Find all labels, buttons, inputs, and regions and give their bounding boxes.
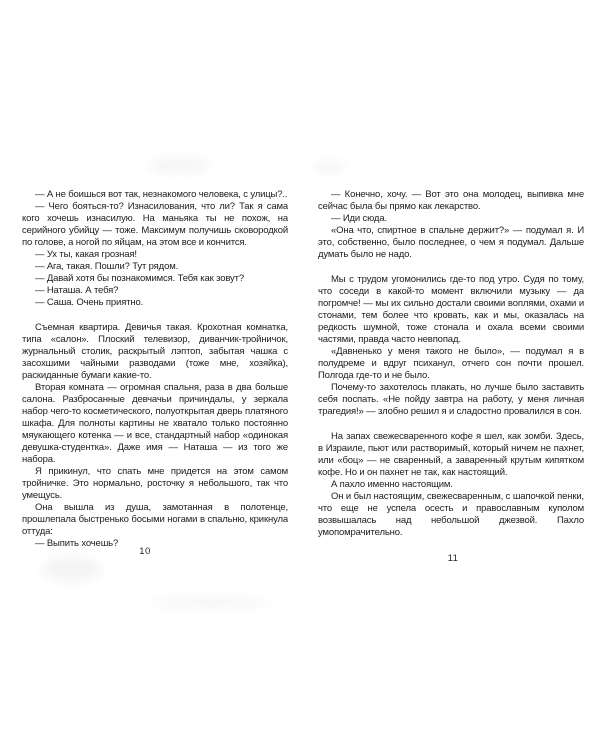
paragraph: — Чего бояться-то? Изнасилования, что ли? Так я сама кого хочешь изнасилую. На маньяка ты не похож, на серийного убийцу — тоже. Максимум получишь сковородкой по голове, а ногой по яйцам, на этом все и кончится. — [22, 201, 288, 248]
paragraph: Вторая комната — огромная спальня, раза в два больше салона. Разбросанные девчачьи причиндалы, у зеркала набор чего-то косметического, полуоткрытая дверь платяного шкафа. Для полноты картины не хватало только постоянно мяукающего котенка — и все, стандартный набор «одинокая девушка-студентка». Даже имя — Наташа — из того же набора. — [22, 382, 288, 465]
scan-artifact — [312, 162, 346, 172]
paragraph: — Конечно, хочу. — Вот это она молодец, выпивка мне сейчас была бы прямо как лекарство. — [318, 189, 584, 212]
scan-artifact — [42, 556, 102, 582]
paragraph: — Наташа. А тебя? — [35, 285, 119, 296]
scan-artifact — [150, 598, 270, 607]
paragraph: Мы с трудом угомонились где-то под утро. Судя по тому, что соседи в какой-то момент включили музыку — да погромче! — мы их сильно достали своими воплями, охами и стонами, тем более что кровать, как и мы, оказалась на редкость шумной, тоже стонала и охала всеми своими частями, правда часто невпопад. — [318, 274, 584, 345]
paragraph: Она вышла из душа, замотанная в полотенце, прошлепала быстренько босыми ногами в спальню, крикнула оттуда: — [22, 502, 288, 537]
paragraph: Съемная квартира. Девичья такая. Крохотная комнатка, типа «салон». Плоский телевизор, диванчик-тройничок, журнальный столик, раскрытый лэптоп, забытая чашка с засохшими чайными разводами (тоже мне, хозяйка), раскиданные бумаги какие-то. — [22, 322, 288, 381]
paragraph: «Она что, спиртное в спальне держит?» — подумал я. И это, собственно, было последнее, о чем я подумал. Дальше думать было не надо. — [318, 225, 584, 260]
scan-artifact — [148, 158, 210, 173]
paragraph: А пахло именно настоящим. — [331, 479, 453, 490]
paragraph: — А не боишься вот так, незнакомого человека, с улицы?.. — [35, 189, 288, 200]
book-page-left — [22, 189, 288, 550]
paragraph: — Саша. Очень приятно. — [35, 297, 144, 308]
paragraph: — Ага, такая. Пошли? Тут рядом. — [35, 261, 179, 272]
paragraph: «Давненько у меня такого не было», — подумал я в полудреме и вдруг психанул, отчего сон почти прошел. Полгода где-то и не было. — [318, 346, 584, 381]
paragraph: — Давай хотя бы познакомимся. Тебя как зовут? — [35, 273, 244, 284]
paragraph: Он и был настоящим, свежесваренным, с шапочкой пенки, что еще не успела осесть и православным куполом возвышалась над небольшой джезвой. Пахло умопомрачительно. — [318, 491, 584, 538]
page-number-right: 11 — [447, 553, 459, 564]
paragraph: — Ух ты, какая грозная! — [35, 249, 137, 260]
paragraph: — Выпить хочешь? — [35, 538, 119, 549]
paragraph: Я прикинул, что спать мне придется на этом самом тройничке. Это нормально, росточку я небольшого, так что умещусь. — [22, 466, 288, 501]
paragraph: Почему-то захотелось плакать, но лучше было заставить себя поспать. «Не пойду завтра на работу, у меня личная трагедия!» — злобно решил я и сладостно провалился в сон. — [318, 382, 584, 417]
book-page-right — [318, 189, 584, 539]
page-number-left: 10 — [139, 546, 151, 557]
paragraph: — Иди сюда. — [331, 213, 387, 224]
paragraph: На запах свежесваренного кофе я шел, как зомби. Здесь, в Израиле, пьют или растворимый, который ничем не пахнет, или «боц» — не сваренный, а заваренный крутым кипятком кофе. Но и он пахнет не так, как настоящий. — [318, 431, 584, 478]
